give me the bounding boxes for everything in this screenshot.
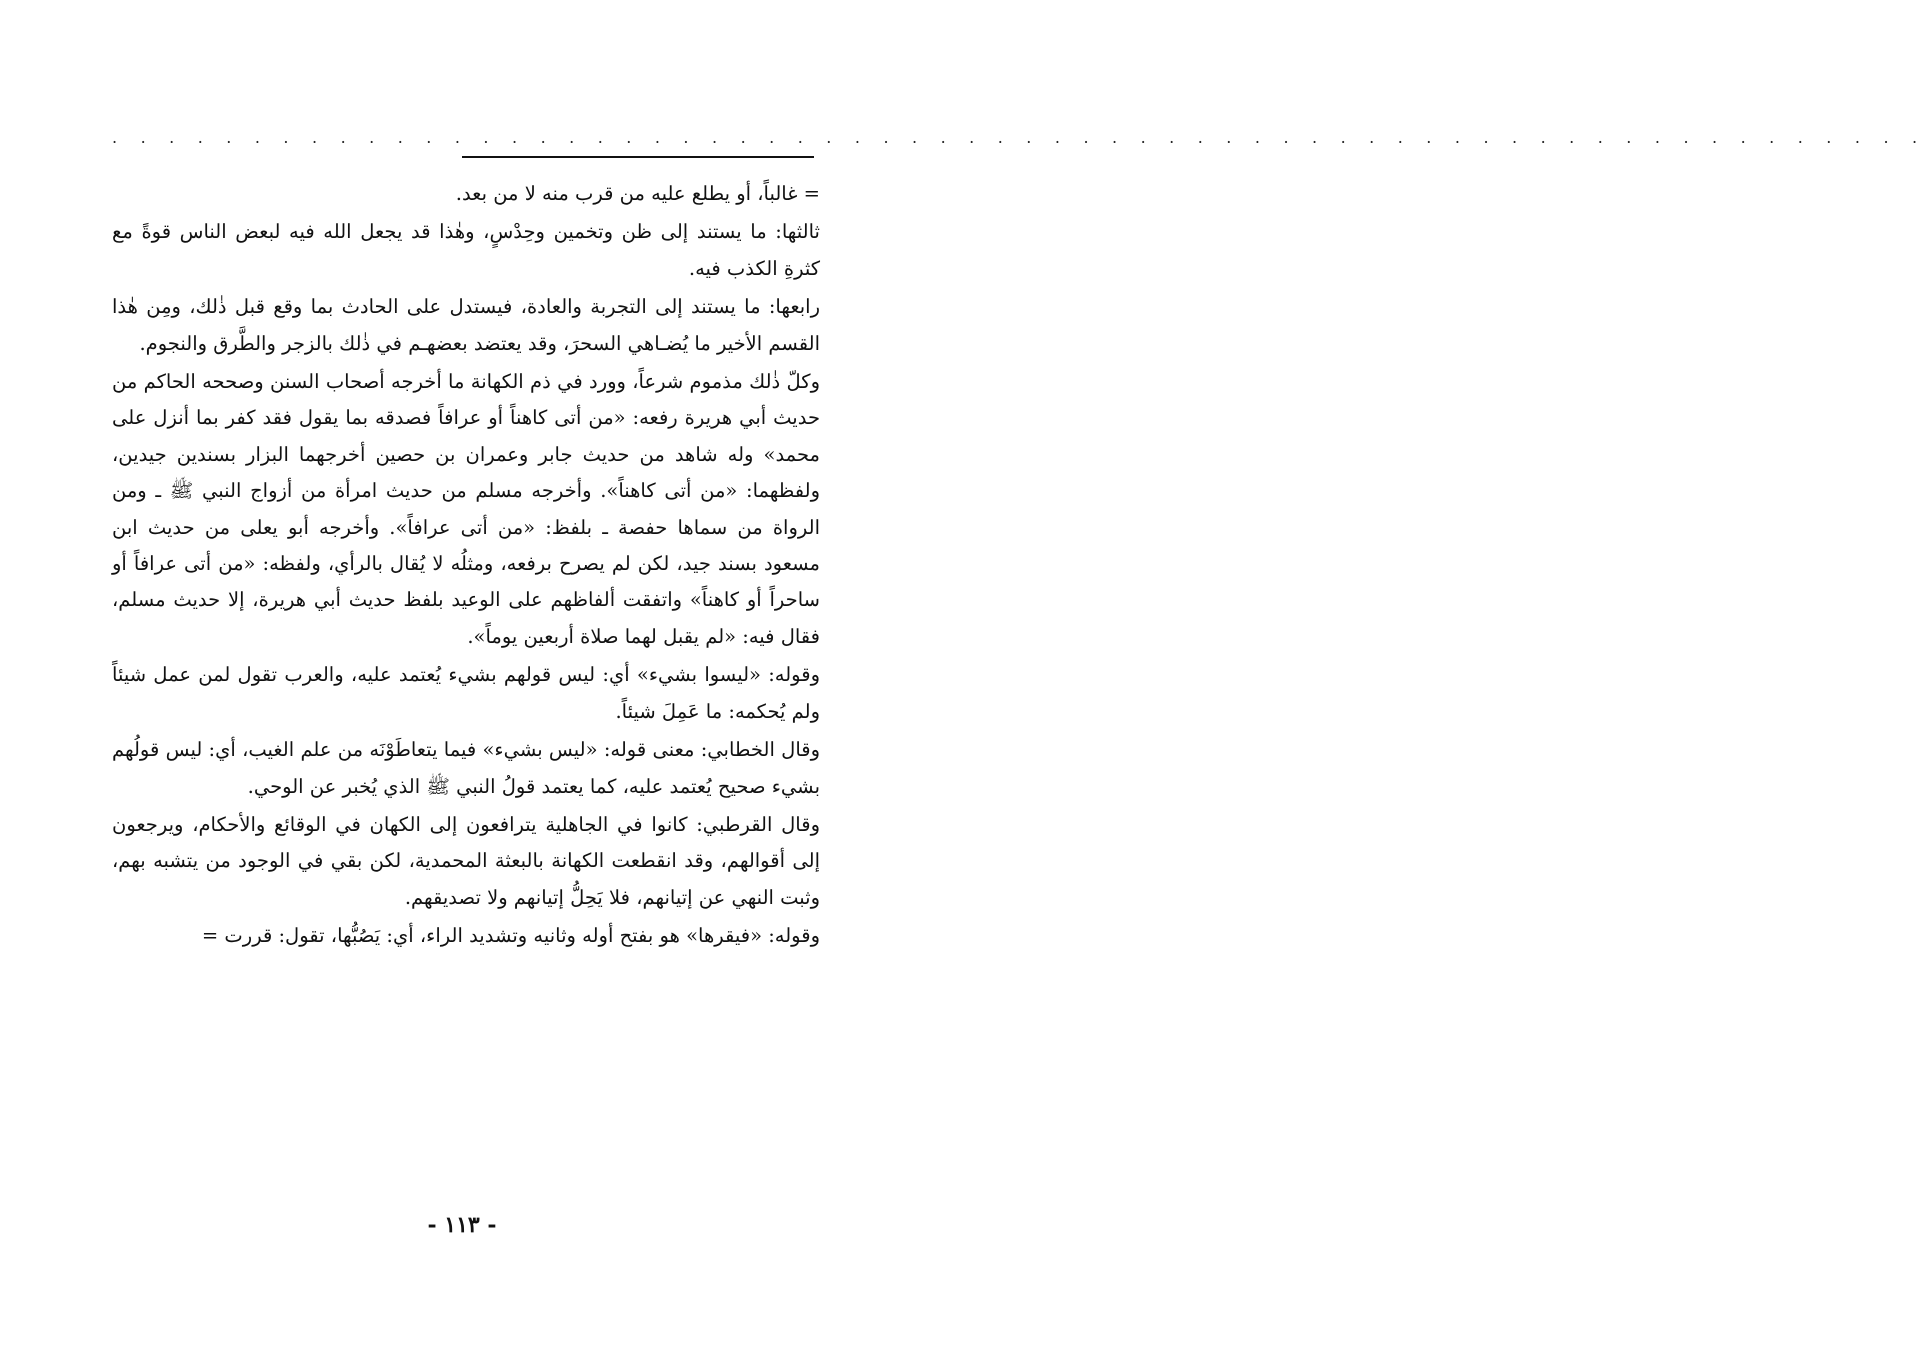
paragraph: ثالثها: ما يستند إلى ظن وتخمين وحِدْسٍ، وهٰذا قد يجعل الله فيه لبعض الناس قوةً مع كثرةِ الكذب فيه. — [112, 220, 820, 280]
dotted-separator: . . . . . . . . . . . . . . . . . . . . . . . . . . . . . . . . . . . . . . . . . . . . . . . . . . . . . . . . . . . . . . . . — [112, 128, 1926, 147]
footnote-text — [112, 176, 820, 955]
paragraph: = غالباً، أو يطلع عليه من قرب منه لا من بعد. — [455, 182, 820, 205]
footnote-rule — [462, 156, 814, 158]
paragraph: وقوله: «ليسوا بشيء» أي: ليس قولهم بشيء يُعتمد عليه، والعرب تقول لمن عمل شيئاً ولم يُحكمه: ما عَمِلَ شيئاً. — [112, 663, 820, 723]
paragraph: وقال الخطابي: معنى قوله: «ليس بشيء» فيما يتعاطَوْنَه من علم الغيب، أي: ليس قولُهم بشيء صحيح يُعتمد عليه، كما يعتمد قولُ النبي ﷺ الذي يُخبر عن الوحي. — [112, 738, 820, 798]
paragraph: رابعها: ما يستند إلى التجربة والعادة، فيستدل على الحادث بما وقع قبل ذٰلك، ومِن هٰذا القسم الأخير ما يُضـاهي السحرَ، وقد يعتضد بعضهـم في ذٰلك بالزجر والطَّرق والنجوم. — [112, 295, 820, 355]
paragraph: وكلّ ذٰلك مذموم شرعاً، وورد في ذم الكهانة ما أخرجه أصحاب السنن وصححه الحاكم من حديث أبي هريرة رفعه: «من أتى كاهناً أو عرافاً فصدقه بما يقول فقد كفر بما أنزل على محمد» وله شاهد من حديث جابر وعمران بن حصين أخرجهما البزار بسندين جيدين، ولفظهما: «من أتى كاهناً». وأخرجه مسلم من حديث امرأة من أزواج النبي ﷺ ـ ومن الرواة من سماها حفصة ـ بلفظ: «من أتى عرافاً». وأخرجه أبو يعلى من حديث ابن مسعود بسند جيد، لكن لم يصرح برفعه، ومثلُه لا يُقال بالرأي، ولفظه: «من أتى عرافاً أو ساحراً أو كاهناً» واتفقت ألفاظهم على الوعيد بلفظ حديث أبي هريرة، إلا حديث مسلم، فقال فيه: «لم يقبل لهما صلاة أربعين يوماً». — [112, 370, 820, 648]
paragraph: وقال القرطبي: كانوا في الجاهلية يترافعون إلى الكهان في الوقائع والأحكام، ويرجعون إلى أقوالهم، وقد انقطعت الكهانة بالبعثة المحمدية، لكن بقي في الوجود من يتشبه بهم، وثبت النهي عن إتيانهم، فلا يَحِلُّ إتيانهم ولا تصديقهم. — [112, 812, 820, 909]
paragraph: وقوله: «فيقرها» هو بفتح أوله وثانيه وتشديد الراء، أي: يَصُبُّها، تقول: قررت = — [201, 924, 820, 948]
page-number: - ١١٣ - — [427, 1212, 497, 1238]
